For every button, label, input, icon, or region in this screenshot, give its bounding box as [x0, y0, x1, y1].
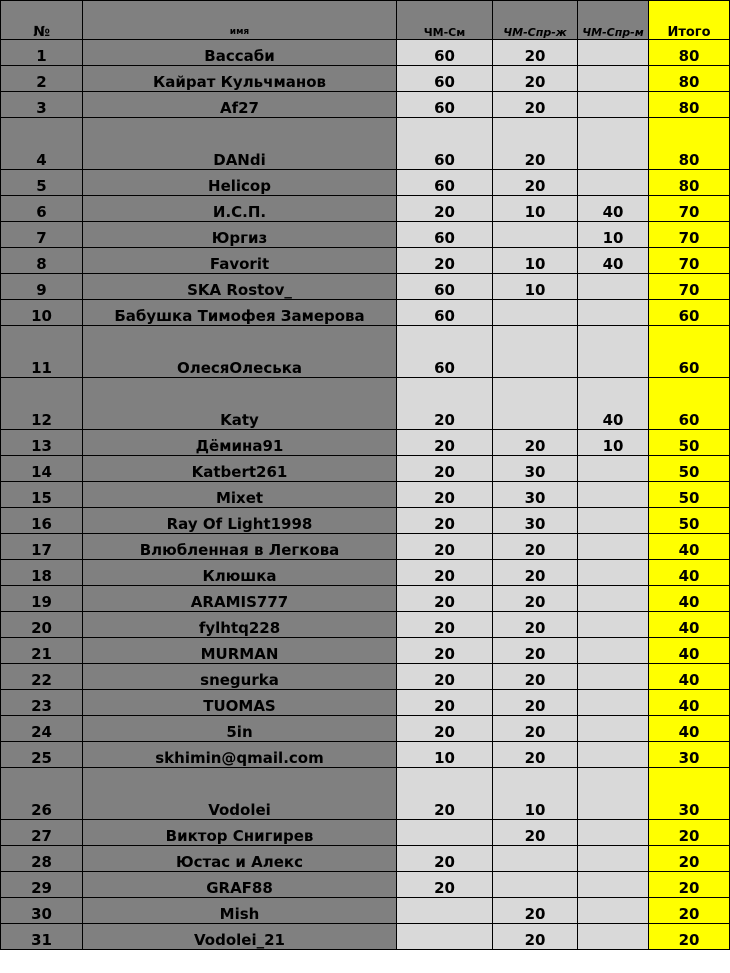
cell-num: 3	[1, 92, 83, 118]
table-row	[1, 326, 730, 378]
table-row	[1, 846, 730, 872]
cell-s2: 20	[493, 924, 578, 950]
cell-s1: 20	[397, 846, 493, 872]
cell-total: 40	[649, 612, 730, 638]
cell-num: 23	[1, 690, 83, 716]
cell-s3	[578, 742, 649, 768]
cell-num: 4	[1, 118, 83, 170]
cell-num: 22	[1, 664, 83, 690]
cell-s1: 60	[397, 40, 493, 66]
cell-s3	[578, 924, 649, 950]
cell-total: 40	[649, 560, 730, 586]
cell-total: 50	[649, 482, 730, 508]
table-row	[1, 716, 730, 742]
table-row	[1, 118, 730, 170]
cell-s1: 60	[397, 300, 493, 326]
cell-name: Favorit	[83, 248, 397, 274]
cell-total: 80	[649, 66, 730, 92]
cell-name: snegurka	[83, 664, 397, 690]
cell-s1: 20	[397, 482, 493, 508]
cell-name: 5in	[83, 716, 397, 742]
cell-s2: 20	[493, 534, 578, 560]
header-name: имя	[83, 1, 397, 40]
cell-total: 80	[649, 92, 730, 118]
cell-num: 8	[1, 248, 83, 274]
table-row	[1, 638, 730, 664]
table-row	[1, 248, 730, 274]
cell-name: GRAF88	[83, 872, 397, 898]
cell-name: MURMAN	[83, 638, 397, 664]
cell-total: 80	[649, 40, 730, 66]
cell-s2: 20	[493, 586, 578, 612]
cell-name: fylhtq228	[83, 612, 397, 638]
cell-s1: 20	[397, 196, 493, 222]
cell-s1: 20	[397, 872, 493, 898]
cell-s1: 10	[397, 742, 493, 768]
table-row	[1, 742, 730, 768]
cell-name: Виктор Снигирев	[83, 820, 397, 846]
cell-s3	[578, 326, 649, 378]
cell-s3	[578, 898, 649, 924]
cell-name: ОлесяОлеська	[83, 326, 397, 378]
cell-s3	[578, 846, 649, 872]
cell-num: 19	[1, 586, 83, 612]
cell-s2: 20	[493, 820, 578, 846]
table-row	[1, 170, 730, 196]
cell-num: 11	[1, 326, 83, 378]
cell-s2: 20	[493, 40, 578, 66]
cell-name: DANdi	[83, 118, 397, 170]
cell-s2: 20	[493, 638, 578, 664]
cell-s2: 10	[493, 196, 578, 222]
table-row	[1, 664, 730, 690]
cell-s3	[578, 820, 649, 846]
cell-s3	[578, 118, 649, 170]
cell-s1: 60	[397, 66, 493, 92]
cell-total: 40	[649, 534, 730, 560]
cell-name: Ray Of Light1998	[83, 508, 397, 534]
cell-total: 70	[649, 274, 730, 300]
cell-s3: 40	[578, 378, 649, 430]
header-row	[1, 1, 730, 40]
table-row	[1, 534, 730, 560]
results-body	[1, 40, 730, 950]
cell-s1: 60	[397, 274, 493, 300]
cell-s1: 20	[397, 430, 493, 456]
cell-s1: 20	[397, 534, 493, 560]
cell-s2: 20	[493, 170, 578, 196]
table-row	[1, 92, 730, 118]
cell-name: TUOMAS	[83, 690, 397, 716]
cell-s1: 60	[397, 118, 493, 170]
table-row	[1, 508, 730, 534]
cell-s2: 30	[493, 482, 578, 508]
cell-total: 40	[649, 638, 730, 664]
cell-num: 18	[1, 560, 83, 586]
cell-total: 60	[649, 326, 730, 378]
cell-num: 10	[1, 300, 83, 326]
cell-s2: 20	[493, 612, 578, 638]
header-num: №	[1, 1, 83, 40]
cell-name: Af27	[83, 92, 397, 118]
table-row	[1, 456, 730, 482]
cell-name: Vodolei	[83, 768, 397, 820]
cell-s3	[578, 274, 649, 300]
cell-total: 20	[649, 872, 730, 898]
cell-total: 50	[649, 456, 730, 482]
cell-num: 17	[1, 534, 83, 560]
table-row	[1, 768, 730, 820]
cell-s2: 20	[493, 898, 578, 924]
table-row	[1, 612, 730, 638]
cell-total: 30	[649, 742, 730, 768]
cell-s1: 20	[397, 768, 493, 820]
cell-num: 20	[1, 612, 83, 638]
cell-s3	[578, 768, 649, 820]
cell-s2: 20	[493, 66, 578, 92]
cell-s1: 60	[397, 92, 493, 118]
cell-name: Кайрат Кульчманов	[83, 66, 397, 92]
table-row	[1, 274, 730, 300]
cell-s3	[578, 508, 649, 534]
cell-s1: 20	[397, 638, 493, 664]
table-row	[1, 820, 730, 846]
cell-s2: 30	[493, 456, 578, 482]
cell-s2: 20	[493, 690, 578, 716]
cell-total: 80	[649, 118, 730, 170]
header-total: Итого	[649, 1, 730, 40]
cell-s3	[578, 170, 649, 196]
cell-s1: 20	[397, 456, 493, 482]
cell-s2	[493, 872, 578, 898]
cell-total: 20	[649, 846, 730, 872]
cell-total: 70	[649, 222, 730, 248]
cell-num: 31	[1, 924, 83, 950]
cell-total: 40	[649, 690, 730, 716]
cell-s1: 60	[397, 222, 493, 248]
cell-s2	[493, 300, 578, 326]
cell-num: 14	[1, 456, 83, 482]
cell-s2	[493, 846, 578, 872]
cell-total: 40	[649, 586, 730, 612]
cell-s3: 40	[578, 196, 649, 222]
table-row	[1, 196, 730, 222]
cell-num: 25	[1, 742, 83, 768]
cell-s1: 20	[397, 378, 493, 430]
cell-s2: 20	[493, 742, 578, 768]
cell-name: Вассаби	[83, 40, 397, 66]
cell-name: Клюшка	[83, 560, 397, 586]
cell-num: 5	[1, 170, 83, 196]
cell-num: 30	[1, 898, 83, 924]
cell-name: Влюбленная в Легкова	[83, 534, 397, 560]
cell-total: 30	[649, 768, 730, 820]
table-row	[1, 924, 730, 950]
cell-s1	[397, 924, 493, 950]
cell-num: 15	[1, 482, 83, 508]
cell-s1: 20	[397, 612, 493, 638]
cell-name: ARAMIS777	[83, 586, 397, 612]
table-row	[1, 222, 730, 248]
cell-total: 20	[649, 898, 730, 924]
cell-num: 24	[1, 716, 83, 742]
table-row	[1, 40, 730, 66]
cell-name: Vodolei_21	[83, 924, 397, 950]
cell-s3	[578, 482, 649, 508]
cell-s2: 20	[493, 560, 578, 586]
cell-s3	[578, 66, 649, 92]
cell-s2: 20	[493, 664, 578, 690]
cell-name: skhimin@qmail.com	[83, 742, 397, 768]
cell-total: 40	[649, 664, 730, 690]
cell-s1: 20	[397, 664, 493, 690]
cell-s2: 10	[493, 768, 578, 820]
cell-s3	[578, 586, 649, 612]
cell-num: 2	[1, 66, 83, 92]
cell-s3	[578, 40, 649, 66]
cell-s2: 10	[493, 274, 578, 300]
cell-s1	[397, 898, 493, 924]
cell-s3	[578, 872, 649, 898]
table-row	[1, 482, 730, 508]
cell-s1: 20	[397, 248, 493, 274]
cell-name: Mixet	[83, 482, 397, 508]
cell-s1: 20	[397, 716, 493, 742]
cell-s3	[578, 456, 649, 482]
cell-num: 26	[1, 768, 83, 820]
cell-s3	[578, 716, 649, 742]
cell-total: 50	[649, 508, 730, 534]
cell-s3	[578, 690, 649, 716]
cell-s3: 40	[578, 248, 649, 274]
cell-s2: 20	[493, 92, 578, 118]
cell-num: 9	[1, 274, 83, 300]
cell-total: 70	[649, 196, 730, 222]
cell-total: 60	[649, 300, 730, 326]
cell-s2: 20	[493, 716, 578, 742]
cell-s3	[578, 664, 649, 690]
cell-name: Юстас и Алекс	[83, 846, 397, 872]
cell-num: 28	[1, 846, 83, 872]
cell-s3	[578, 612, 649, 638]
cell-s2	[493, 378, 578, 430]
cell-s1: 20	[397, 508, 493, 534]
header-s1: ЧМ-См	[397, 1, 493, 40]
cell-name: Юргиз	[83, 222, 397, 248]
cell-s3	[578, 534, 649, 560]
table-row	[1, 560, 730, 586]
cell-s3: 10	[578, 430, 649, 456]
cell-s2: 10	[493, 248, 578, 274]
table-row	[1, 690, 730, 716]
table-row	[1, 872, 730, 898]
table-row	[1, 586, 730, 612]
cell-name: Бабушка Тимофея Замерова	[83, 300, 397, 326]
cell-num: 16	[1, 508, 83, 534]
table-row	[1, 898, 730, 924]
header-s2: ЧМ-Спр-ж	[493, 1, 578, 40]
cell-num: 7	[1, 222, 83, 248]
cell-num: 1	[1, 40, 83, 66]
cell-num: 29	[1, 872, 83, 898]
cell-num: 13	[1, 430, 83, 456]
cell-s2	[493, 222, 578, 248]
cell-s3	[578, 560, 649, 586]
table-row	[1, 430, 730, 456]
cell-s3: 10	[578, 222, 649, 248]
cell-s2	[493, 326, 578, 378]
cell-s1: 20	[397, 560, 493, 586]
cell-name: Mish	[83, 898, 397, 924]
cell-num: 21	[1, 638, 83, 664]
header-s3: ЧМ-Спр-м	[578, 1, 649, 40]
cell-s2: 30	[493, 508, 578, 534]
table-row	[1, 66, 730, 92]
cell-name: Katbert261	[83, 456, 397, 482]
cell-s3	[578, 92, 649, 118]
cell-s1	[397, 820, 493, 846]
cell-total: 40	[649, 716, 730, 742]
cell-s1: 20	[397, 690, 493, 716]
cell-name: Helicop	[83, 170, 397, 196]
cell-name: SKA Rostov_	[83, 274, 397, 300]
cell-s2: 20	[493, 118, 578, 170]
cell-total: 80	[649, 170, 730, 196]
cell-name: И.С.П.	[83, 196, 397, 222]
cell-s1: 60	[397, 170, 493, 196]
cell-total: 20	[649, 820, 730, 846]
cell-s3	[578, 300, 649, 326]
cell-num: 27	[1, 820, 83, 846]
cell-name: Дёмина91	[83, 430, 397, 456]
cell-num: 12	[1, 378, 83, 430]
cell-s3	[578, 638, 649, 664]
cell-total: 20	[649, 924, 730, 950]
table-row	[1, 300, 730, 326]
cell-num: 6	[1, 196, 83, 222]
cell-s2: 20	[493, 430, 578, 456]
cell-total: 50	[649, 430, 730, 456]
cell-s1: 60	[397, 326, 493, 378]
cell-s1: 20	[397, 586, 493, 612]
cell-total: 70	[649, 248, 730, 274]
cell-name: Katy	[83, 378, 397, 430]
table-row	[1, 378, 730, 430]
cell-total: 60	[649, 378, 730, 430]
